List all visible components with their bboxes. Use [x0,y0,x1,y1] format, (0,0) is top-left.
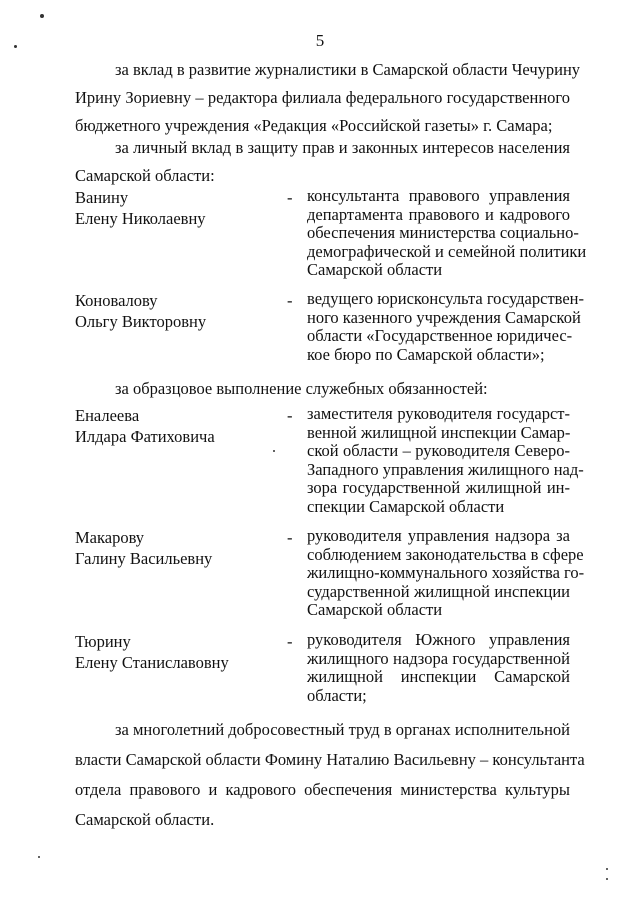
recipient-name [75,631,285,673]
section-heading-duties [75,375,570,403]
name-line: Коновалову [75,291,158,310]
scan-speck [40,14,44,18]
position-line: ного казенного учреждения Самарской [307,307,581,327]
position-line: ской области – руководителя Северо- [307,441,570,461]
name-line: Еналеева [75,406,140,425]
position-line: департамента правового и кадрового [307,204,570,224]
position-line: жилищной инспекции Самарской [307,667,570,687]
position-line: зора государственной жилищной ин- [307,478,570,498]
name-line: Ольгу Викторовну [75,312,207,331]
position-line: области «Государственное юридичес- [307,326,573,346]
position-line: Самарской области [307,600,443,620]
position-line: области; [307,685,367,705]
recipient-name [75,290,285,332]
recipient-position [307,186,587,280]
position-line: обеспечения министерства социально- [307,223,579,243]
paragraph-line: за вклад в развитие журналистики в Самарской области Чечурину [115,60,581,79]
closing-paragraph [75,715,585,835]
name-line: Галину Васильевну [75,549,213,568]
paragraph-line: Ирину Зориевну – редактора филиала федерального государственного [75,88,570,107]
recipient-position [307,526,585,620]
position-line: консультанта правового управления [307,186,570,205]
scan-speck [606,878,608,880]
position-line: ведущего юрисконсульта государствен- [307,289,584,308]
name-line: Елену Станиславовну [75,653,229,672]
paragraph-line: власти Самарской области Фомину Наталию Васильевну – консультанта [75,750,585,769]
paragraph-line: за личный вклад в защиту прав и законных интересов населения [115,138,570,157]
scan-speck [38,856,40,858]
dash: - [287,406,293,425]
name-line: Илдара Фатиховича [75,427,215,446]
position-line: кое бюро по Самарской области»; [307,344,545,364]
recipient-position [307,404,584,517]
paragraph-line: за образцовое выполнение служебных обязанностей: [115,379,488,398]
position-line: жилищного надзора государственной [307,648,570,668]
section-heading-rights [75,134,570,190]
dash: - [287,291,293,310]
intro-paragraph [75,56,581,140]
position-line: спекции Самарской области [307,496,505,516]
paragraph-line: бюджетного учреждения «Редакция «Российской газеты» г. Самара; [75,116,553,135]
recipient-name [75,527,285,569]
scan-speck [273,450,275,452]
paragraph-line: за многолетний добросовестный труд в органах исполнительной [115,720,570,739]
dash: - [287,188,293,207]
name-line: Ванину [75,188,129,207]
recipient-name [75,187,285,229]
dash: - [287,528,293,547]
position-line: Западного управления жилищного над- [307,459,584,479]
paragraph-line: Самарской области. [75,810,215,829]
position-line: руководителя Южного управления [307,630,570,649]
recipient-position [307,631,570,705]
paragraph-line: Самарской области: [75,166,215,185]
name-line: Тюрину [75,632,131,651]
name-line: Елену Николаевну [75,209,206,228]
position-line: Самарской области [307,260,443,280]
position-line: жилищно-коммунального хозяйства го- [307,563,585,583]
position-line: руководителя управления надзора за [307,526,570,545]
scan-speck [606,868,608,870]
recipient-name [75,405,285,447]
position-line: сударственной жилищной инспекции [307,581,570,601]
page-number: 5 [315,31,325,50]
position-line: соблюдением законодательства в сфере [307,544,584,564]
position-line: заместителя руководителя государст- [307,404,570,423]
paragraph-line: отдела правового и кадрового обеспечения министерства культуры [75,780,570,799]
recipient-position [307,289,584,364]
position-line: венной жилищной инспекции Самар- [307,422,571,442]
name-line: Макарову [75,528,145,547]
dash: - [287,632,293,651]
position-line: демографической и семейной политики [307,241,587,261]
